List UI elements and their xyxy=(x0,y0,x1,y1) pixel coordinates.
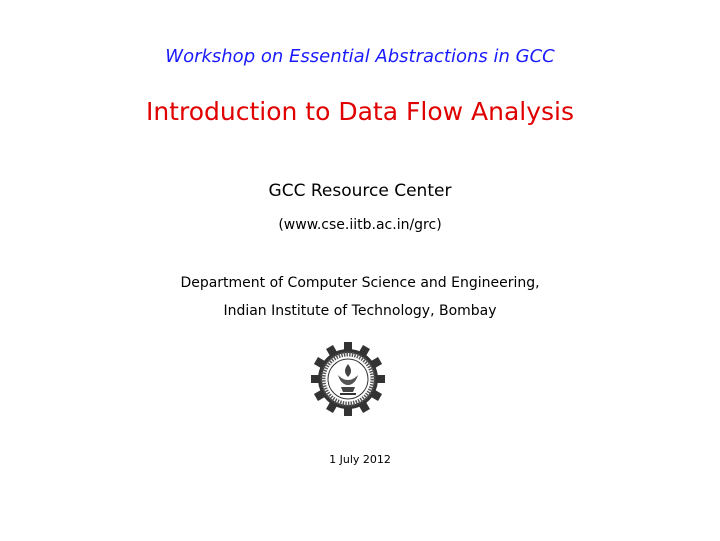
workshop-name: Workshop on Essential Abstractions in GCC xyxy=(165,46,555,67)
institute-name: Indian Institute of Technology, Bombay xyxy=(223,303,497,319)
department-name: Department of Computer Science and Engineering, xyxy=(180,275,540,291)
resource-center-url: (www.cse.iitb.ac.in/grc) xyxy=(278,217,442,233)
resource-center-name: GCC Resource Center xyxy=(268,181,452,201)
presentation-date: 1 July 2012 xyxy=(329,453,391,466)
slide-title: Introduction to Data Flow Analysis xyxy=(145,97,575,126)
iit-bombay-logo-icon xyxy=(311,342,385,416)
